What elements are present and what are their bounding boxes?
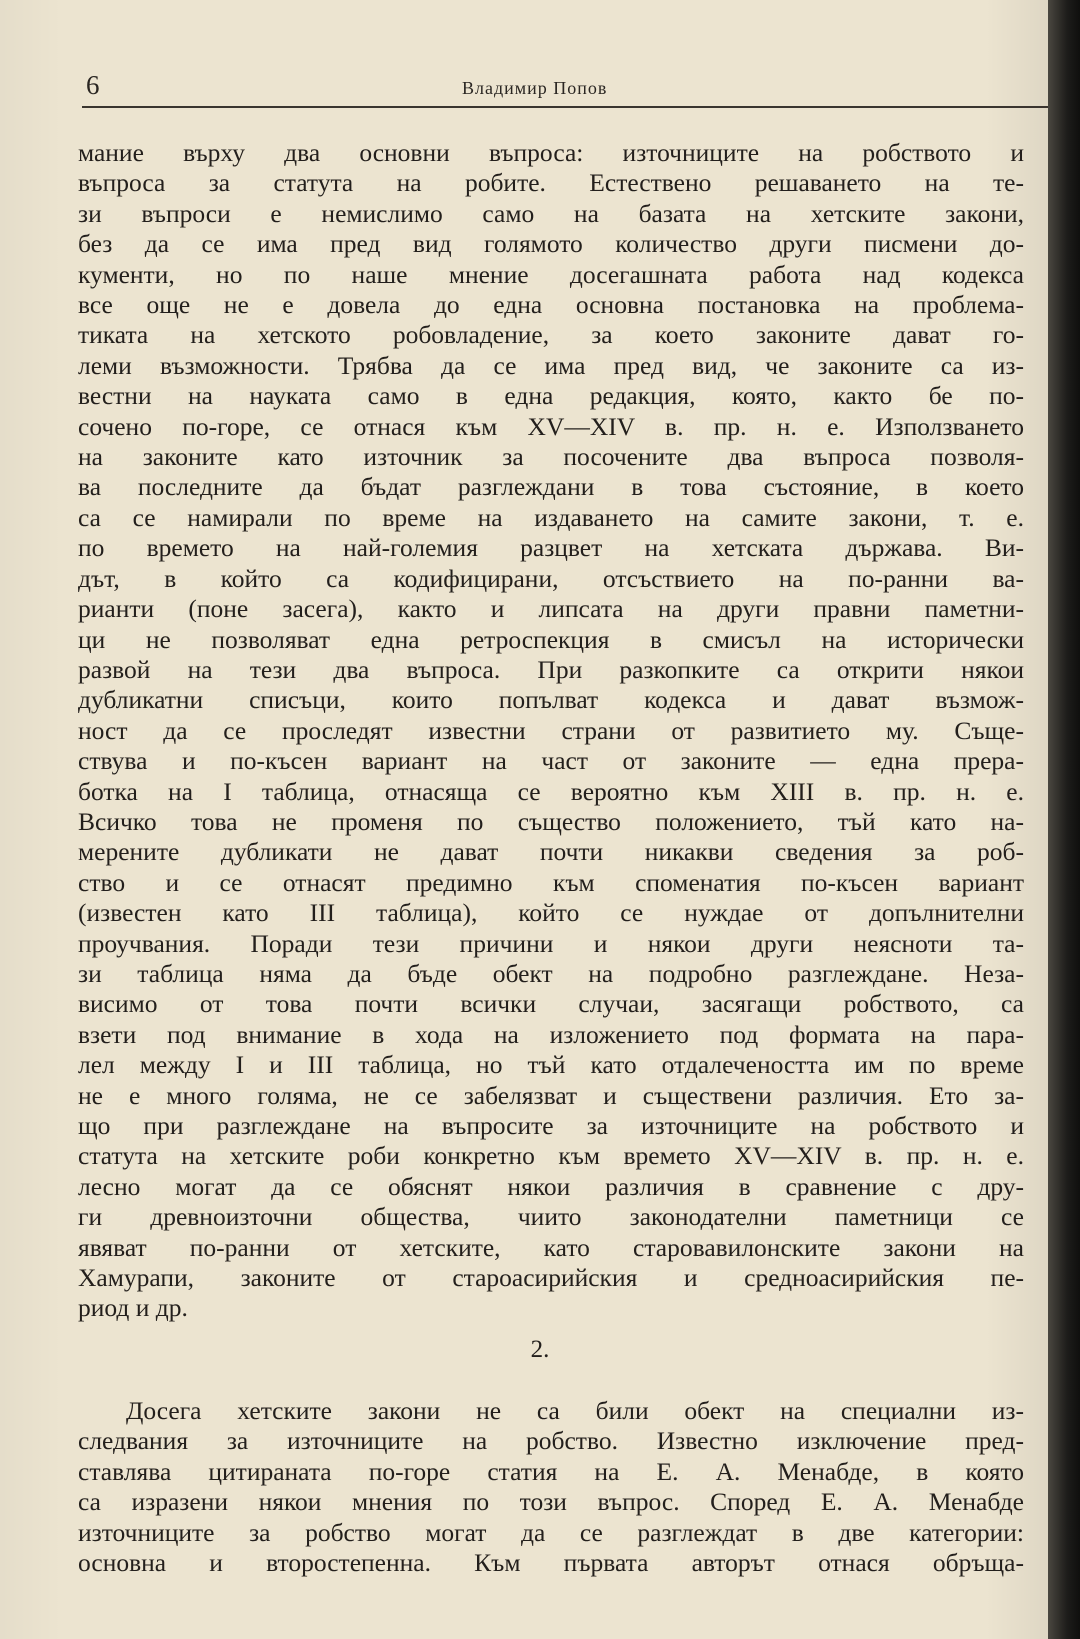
- text-line: следвания за източниците на робство. Известно изключение пред-: [78, 1426, 1024, 1456]
- text-line: що при разглеждане на въпросите за източниците на робството и: [78, 1111, 1024, 1140]
- text-line: ва последните да бъдат разглеждани в това състояние, в което: [78, 472, 1024, 502]
- text-line: Хамурапи, законите от староасирийския и средноасирийския пе-: [78, 1263, 1024, 1293]
- page-edge-shadow: [1048, 0, 1080, 1639]
- header-rule: [82, 106, 1048, 108]
- text-line: статута на хетските роби конкретно към времето XV—XIV в. пр. н. е.: [78, 1141, 1024, 1171]
- section-number: 2.: [530, 1336, 550, 1363]
- text-line: висимо от това почти всички случаи, засягащи робството, са: [78, 989, 1024, 1019]
- text-line: зи таблица няма да бъде обект на подробно разглеждане. Неза-: [78, 958, 1024, 988]
- text-line: по времето на най-големия разцвет на хетската държава. Ви-: [78, 533, 1024, 563]
- text-line: риод и др.: [78, 1293, 188, 1323]
- text-line: Досега хетските закони не са били обект на специални из-: [126, 1396, 1024, 1425]
- text-line: взети под внимание в хода на изложението под формата на пара-: [78, 1019, 1024, 1049]
- text-line: ци не позволяват една ретроспекция в смисъл на исторически: [78, 624, 1024, 654]
- page-number: 6: [86, 70, 100, 100]
- text-line: основна и второстепенна. Към първата авторът отнася обръща-: [78, 1548, 1024, 1578]
- page-header: [82, 62, 1052, 112]
- text-line: (известен като III таблица), който се нуждае от допълнителни: [78, 898, 1024, 928]
- text-line: ствува и по-късен вариант на част от законите — една прера-: [78, 746, 1024, 776]
- text-line: зи въпроси е немислимо само на базата на хетските закони,: [78, 198, 1024, 228]
- text-line: кументи, но по наше мнение досегашната работа над кодекса: [78, 259, 1024, 289]
- section-2-text: [78, 1396, 1024, 1578]
- text-line: ги древноизточни общества, чиито законодателни паметници се: [78, 1202, 1024, 1232]
- text-line: източниците за робство могат да се разглеждат в две категории:: [78, 1517, 1024, 1547]
- text-line: не е много голяма, не се забелязват и съществени различия. Ето за-: [78, 1080, 1024, 1110]
- text-line: сочено по-горе, се отнася към XV—XIV в. пр. н. е. Използването: [78, 411, 1024, 441]
- text-line: ност да се проследят известни страни от развитието му. Съще-: [78, 715, 1024, 745]
- section-1-text: [78, 138, 1024, 1324]
- text-line: ство и се отнасят предимно към споменатия по-късен вариант: [78, 867, 1024, 897]
- text-line: явяват по-ранни от хетските, като старовавилонските закони на: [78, 1232, 1024, 1262]
- text-line: въпроса за статута на робите. Естествено решаването на те-: [78, 168, 1024, 198]
- text-line: рианти (поне засега), както и липсата на други правни паметни-: [78, 594, 1024, 624]
- text-line: леми възможности. Трябва да се има пред вид, че законите са из-: [78, 350, 1024, 380]
- text-line: мание върху два основни въпроса: източниците на робството и: [78, 138, 1024, 167]
- text-line: мерените дубликати не дават почти никакви сведения за роб-: [78, 837, 1024, 867]
- text-line: развой на тези два въпроса. При разкопките са открити някои: [78, 654, 1024, 684]
- text-line: ставлява цитираната по-горе статия на Е. А. Менабде, в която: [78, 1456, 1024, 1486]
- text-line: все още не е довела до една основна постановка на проблема-: [78, 290, 1024, 320]
- text-line: са изразени някои мнения по този въпрос. Според Е. А. Менабде: [78, 1487, 1024, 1517]
- text-line: Всичко това не променя по същество положението, тъй като на-: [78, 806, 1024, 836]
- text-line: са се намирали по време на издаването на самите закони, т. е.: [78, 502, 1024, 532]
- running-head: Владимир Попов: [462, 78, 608, 98]
- text-line: проучвания. Поради тези причини и някои други неясноти та-: [78, 928, 1024, 958]
- text-line: вестни на науката само в една редакция, която, както бе по-: [78, 381, 1024, 411]
- text-line: лесно могат да се обяснят някои различия в сравнение с дру-: [78, 1171, 1024, 1201]
- text-line: лел между I и III таблица, но тъй като отдалечеността им по време: [78, 1050, 1024, 1080]
- text-line: дубликатни списъци, които попълват кодекса и дават възмож-: [78, 685, 1024, 715]
- text-line: дът, в който са кодифицирани, отсъствието на по-ранни ва-: [78, 563, 1024, 593]
- text-line: без да се има пред вид голямото количество други писмени до-: [78, 229, 1024, 259]
- text-line: тиката на хетското робовладение, за което законите дават го-: [78, 320, 1024, 350]
- text-line: на законите като източник за посочените два въпроса позволя-: [78, 442, 1024, 472]
- text-line: ботка на I таблица, отнасяща се вероятно към XIII в. пр. н. е.: [78, 776, 1024, 806]
